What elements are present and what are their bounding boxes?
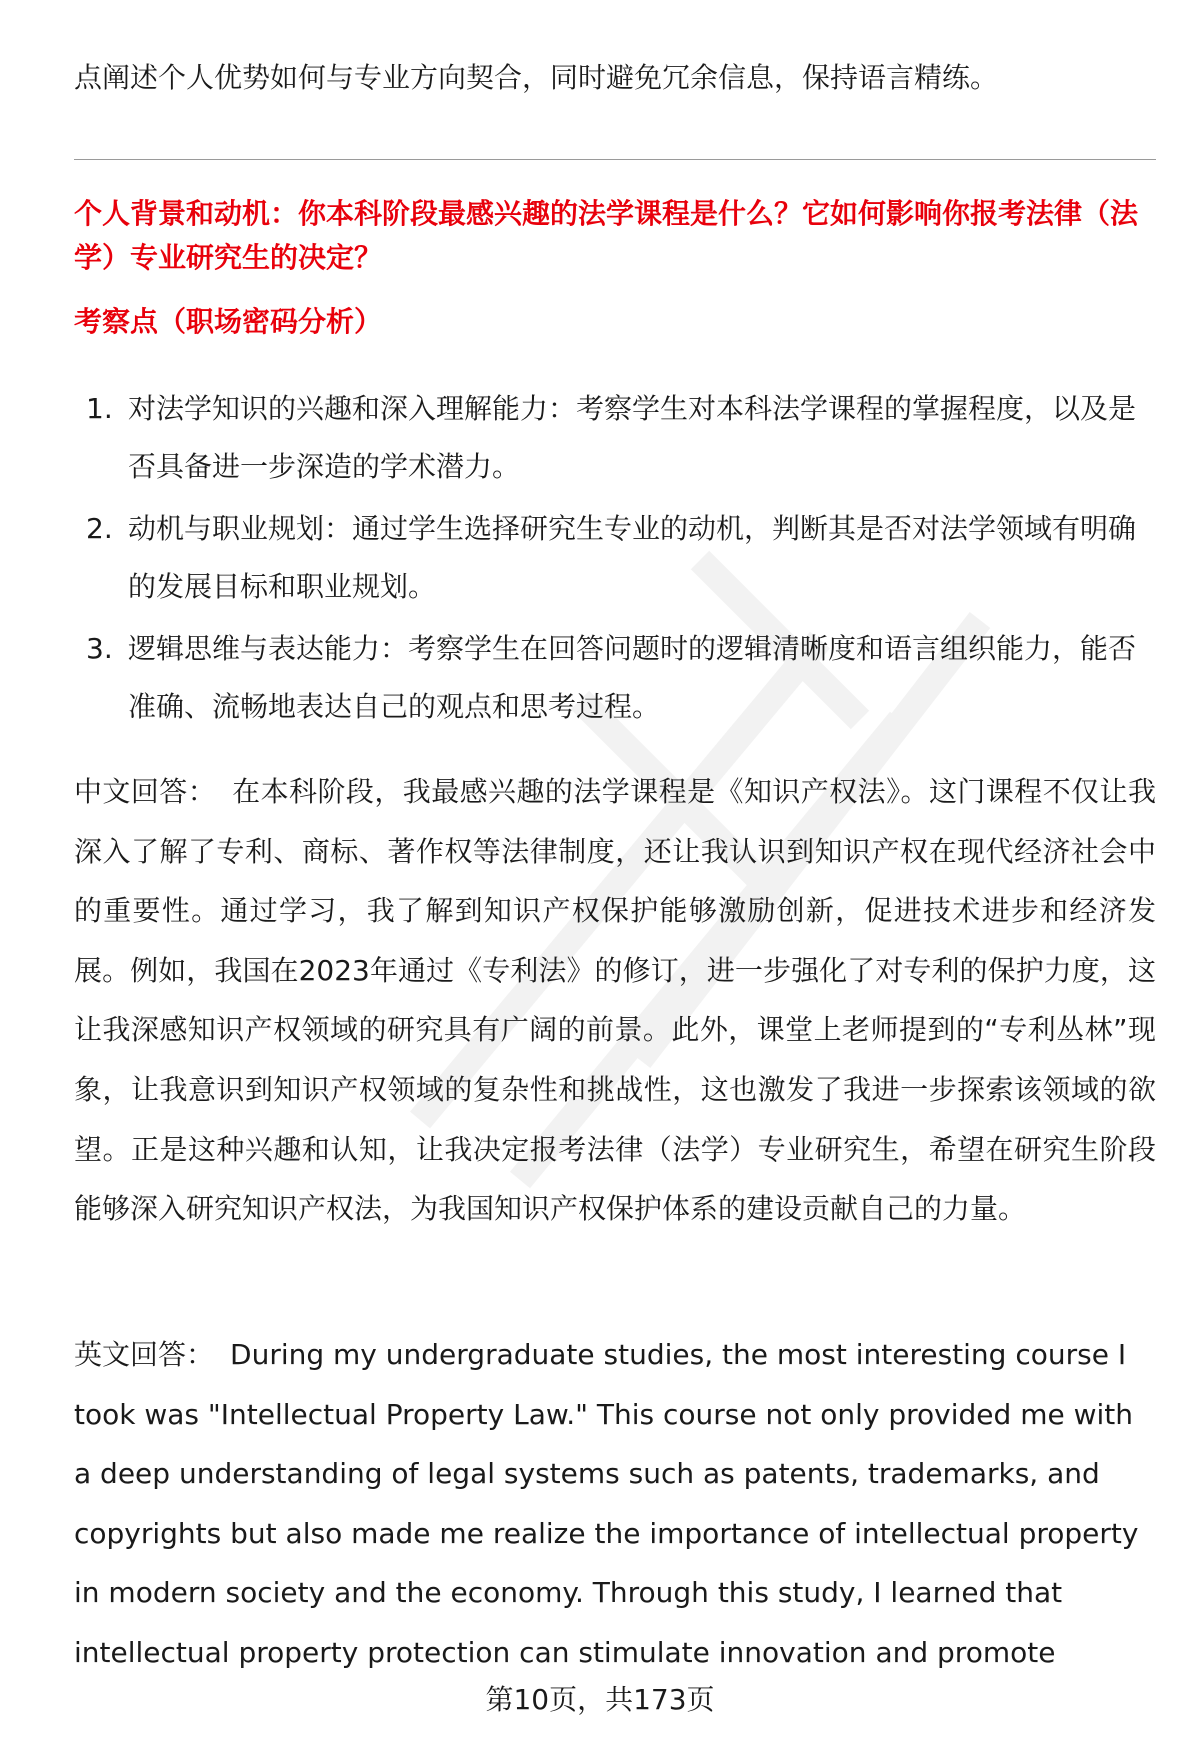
list-item: [74, 500, 1156, 616]
chinese-answer-label: 中文回答：: [74, 775, 217, 808]
section-divider: [74, 159, 1156, 160]
list-item: [74, 620, 1156, 736]
assessment-points-title: 考察点（职场密码分析）: [74, 305, 383, 338]
english-answer-text: During my undergraduate studies, the most interesting course I took was "Intellectual Property Law." This course not only provided me with a deep understanding of legal systems such as patents, trademarks, and copyrights but also made me realize the importance of intellectual property in modern society and the economy. Through this study, I learned that intellectual property protection can stimulate innovation and promote: [74, 1338, 1139, 1669]
english-answer-paragraph: [74, 1325, 1156, 1683]
list-item-text: 逻辑思维与表达能力：考察学生在回答问题时的逻辑清晰度和语言组织能力，能否准确、流畅地表达自己的观点和思考过程。: [128, 632, 1137, 723]
english-answer-label: 英文回答：: [74, 1338, 215, 1371]
chinese-answer-text: 在本科阶段，我最感兴趣的法学课程是《知识产权法》。这门课程不仅让我深入了解了专利、商标、著作权等法律制度，还让我认识到知识产权在现代经济社会中的重要性。通过学习，我了解到知识产权保护能够激励创新，促进技术进步和经济发展。例如，我国在2023年通过《专利法》的修订，进一步强化了对专利的保护力度，这让我深感知识产权领域的研究具有广阔的前景。此外，课堂上老师提到的“专利丛林”现象，让我意识到知识产权领域的复杂性和挑战性，这也激发了我进一步探索该领域的欲望。正是这种兴趣和认知，让我决定报考法律（法学）专业研究生，希望在研究生阶段能够深入研究知识产权法，为我国知识产权保护体系的建设贡献自己的力量。: [74, 775, 1156, 1226]
list-item-number: 3.: [86, 632, 113, 665]
list-item-number: 1.: [86, 392, 113, 425]
list-item: [74, 380, 1156, 496]
intro-paragraph: 点阐述个人优势如何与专业方向契合，同时避免冗余信息，保持语言精练。: [74, 61, 999, 94]
list-item-number: 2.: [86, 512, 113, 545]
list-item-text: 对法学知识的兴趣和深入理解能力：考察学生对本科法学课程的掌握程度，以及是否具备进一步深造的学术潜力。: [128, 392, 1137, 483]
assessment-points-list: [74, 380, 1156, 740]
chinese-answer-paragraph: [74, 762, 1156, 1239]
question-heading: 个人背景和动机：你本科阶段最感兴趣的法学课程是什么？它如何影响你报考法律（法学）专业研究生的决定？: [74, 197, 1139, 274]
page-indicator: 第10页，共173页: [485, 1683, 715, 1716]
list-item-text: 动机与职业规划：通过学生选择研究生专业的动机，判断其是否对法学领域有明确的发展目标和职业规划。: [128, 512, 1137, 603]
